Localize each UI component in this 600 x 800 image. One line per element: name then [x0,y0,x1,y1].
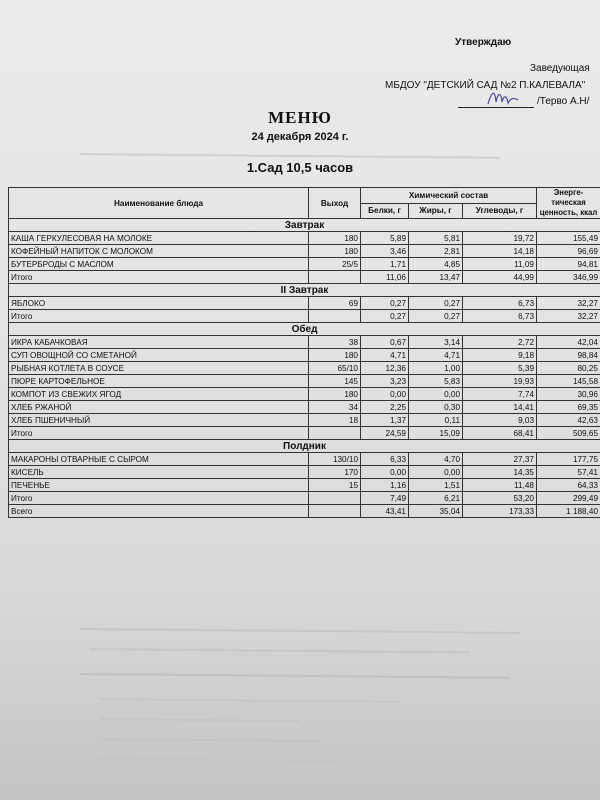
protein-value: 2,25 [361,401,409,414]
energy-value: 509,65 [537,427,600,440]
dish-name: КАША ГЕРКУЛЕСОВАЯ НА МОЛОКЕ [9,232,309,245]
dish-name: ПЕЧЕНЬЕ [9,479,309,492]
protein-value: 11,06 [361,271,409,284]
carbs-value: 6,73 [463,297,537,310]
protein-value: 0,27 [361,297,409,310]
dish-output: 180 [309,232,361,245]
protein-value: 12,36 [361,362,409,375]
energy-value: 299,49 [537,492,600,505]
dish-name: ХЛЕБ РЖАНОЙ [9,401,309,414]
protein-value: 24,59 [361,427,409,440]
carbs-value: 11,09 [463,258,537,271]
section-title: Обед [9,323,600,336]
section-title: Завтрак [9,219,600,232]
protein-value: 1,37 [361,414,409,427]
subtotal-row [9,310,600,323]
fat-value: 3,14 [409,336,463,349]
section-title: II Завтрак [9,284,600,297]
fat-value: 4,71 [409,349,463,362]
table-row [9,466,600,479]
dish-output: 130/10 [309,453,361,466]
protein-value: 0,00 [361,388,409,401]
energy-value: 42,04 [537,336,600,349]
subtotal-row [9,427,600,440]
carbs-value: 14,41 [463,401,537,414]
dish-name: МАКАРОНЫ ОТВАРНЫЕ С СЫРОМ [9,453,309,466]
carbs-value: 173,33 [463,505,537,518]
dish-name: Всего [9,505,309,518]
energy-value: 32,27 [537,310,600,323]
fat-value: 0,00 [409,388,463,401]
table-row [9,362,600,375]
subtotal-row [9,271,600,284]
table-row [9,375,600,388]
section-row [9,440,600,453]
dish-name: БУТЕРБРОДЫ С МАСЛОМ [9,258,309,271]
fat-value: 35,04 [409,505,463,518]
protein-value: 1,71 [361,258,409,271]
energy-value: 346,99 [537,271,600,284]
section-row [9,219,600,232]
approve-label: Утверждаю [455,37,512,48]
protein-value: 7,49 [361,492,409,505]
carbs-value: 11,48 [463,479,537,492]
protein-header: Белки, г [361,203,409,219]
fat-value: 0,11 [409,414,463,427]
chem-header: Химический состав [361,188,537,204]
dish-output [309,271,361,284]
energy-value: 145,58 [537,375,600,388]
table-row [9,258,600,271]
dish-output: 145 [309,375,361,388]
dish-output: 180 [309,245,361,258]
carbs-value: 2,72 [463,336,537,349]
energy-value: 155,49 [537,232,600,245]
protein-value: 1,16 [361,479,409,492]
dish-output [309,505,361,518]
fat-value: 5,81 [409,232,463,245]
carbs-value: 9,18 [463,349,537,362]
carbs-value: 7,74 [463,388,537,401]
table-row [9,349,600,362]
protein-value: 6,33 [361,453,409,466]
carbs-value: 68,41 [463,427,537,440]
carbs-header: Углеводы, г [463,203,537,219]
page-title: МЕНЮ [268,108,332,127]
dish-name: СУП ОВОЩНОЙ СО СМЕТАНОЙ [9,349,309,362]
energy-value: 57,41 [537,466,600,479]
fat-value: 1,00 [409,362,463,375]
dish-output [309,427,361,440]
dish-name: КОМПОТ ИЗ СВЕЖИХ ЯГОД [9,388,309,401]
energy-value: 98,84 [537,349,600,362]
dish-name: Итого [9,427,309,440]
fat-value: 5,83 [409,375,463,388]
menu-date: 24 декабря 2024 г. [251,131,349,143]
energy-value: 42,63 [537,414,600,427]
protein-value: 4,71 [361,349,409,362]
section-title: Полдник [9,440,600,453]
fat-value: 0,30 [409,401,463,414]
energy-value: 32,27 [537,297,600,310]
fat-value: 1,51 [409,479,463,492]
section-row [9,323,600,336]
carbs-value: 14,35 [463,466,537,479]
dish-name: РЫБНАЯ КОТЛЕТА В СОУСЕ [9,362,309,375]
fat-header: Жиры, г [409,203,463,219]
fat-value: 15,09 [409,427,463,440]
fat-value: 4,70 [409,453,463,466]
dish-output: 180 [309,388,361,401]
dish-output [309,492,361,505]
energy-value: 69,35 [537,401,600,414]
protein-value: 43,41 [361,505,409,518]
dish-output: 65/10 [309,362,361,375]
protein-value: 0,67 [361,336,409,349]
carbs-value: 19,93 [463,375,537,388]
subtotal-row [9,492,600,505]
dish-output: 15 [309,479,361,492]
energy-value: 64,33 [537,479,600,492]
protein-value: 0,00 [361,466,409,479]
fat-value: 0,27 [409,297,463,310]
table-row [9,336,600,349]
table-row [9,401,600,414]
fat-value: 13,47 [409,271,463,284]
protein-value: 3,23 [361,375,409,388]
dish-output: 38 [309,336,361,349]
dish-output: 18 [309,414,361,427]
fat-value: 2,81 [409,245,463,258]
group-name: 1.Сад 10,5 часов [246,160,354,175]
table-row [9,297,600,310]
protein-value: 0,27 [361,310,409,323]
approver-name: /Терво А.Н/ [537,96,590,107]
fat-value: 6,21 [409,492,463,505]
carbs-value: 6,73 [463,310,537,323]
dish-output [309,310,361,323]
output-header: Выход [309,188,361,219]
signature-image [486,88,520,110]
dish-name: ИКРА КАБАЧКОВАЯ [9,336,309,349]
dish-name: Итого [9,271,309,284]
carbs-value: 14,18 [463,245,537,258]
dish-name: ХЛЕБ ПШЕНИЧНЫЙ [9,414,309,427]
dish-name: КИСЕЛЬ [9,466,309,479]
energy-value: 1 188,40 [537,505,600,518]
table-row [9,245,600,258]
dish-output: 69 [309,297,361,310]
menu-table [8,187,600,518]
dish-header: Наименование блюда [9,188,309,219]
carbs-value: 19,72 [463,232,537,245]
energy-value: 96,69 [537,245,600,258]
carbs-value: 53,20 [463,492,537,505]
dish-name: КОФЕЙНЫЙ НАПИТОК С МОЛОКОМ [9,245,309,258]
energy-value: 94,81 [537,258,600,271]
fat-value: 0,00 [409,466,463,479]
fat-value: 4,85 [409,258,463,271]
bleed-through-texture-lower [80,618,540,782]
organization-name: МБДОУ "ДЕТСКИЙ САД №2 П.КАЛЕВАЛА" [385,80,586,91]
carbs-value: 5,39 [463,362,537,375]
dish-output: 34 [309,401,361,414]
table-row [9,388,600,401]
table-row [9,479,600,492]
table-row [9,232,600,245]
section-row [9,284,600,297]
dish-output: 170 [309,466,361,479]
energy-header: Энерге-тическая ценность, ккал [537,188,600,219]
dish-name: ЯБЛОКО [9,297,309,310]
carbs-value: 9,03 [463,414,537,427]
energy-value: 30,96 [537,388,600,401]
table-row [9,453,600,466]
protein-value: 3,46 [361,245,409,258]
dish-output: 25/5 [309,258,361,271]
energy-value: 177,75 [537,453,600,466]
table-row [9,414,600,427]
approver-position: Заведующая [530,63,590,74]
carbs-value: 27,37 [463,453,537,466]
dish-output: 180 [309,349,361,362]
fat-value: 0,27 [409,310,463,323]
grand-total-row [9,505,600,518]
dish-name: Итого [9,492,309,505]
dish-name: Итого [9,310,309,323]
protein-value: 5,89 [361,232,409,245]
energy-value: 80,25 [537,362,600,375]
dish-name: ПЮРЕ КАРТОФЕЛЬНОЕ [9,375,309,388]
carbs-value: 44,99 [463,271,537,284]
